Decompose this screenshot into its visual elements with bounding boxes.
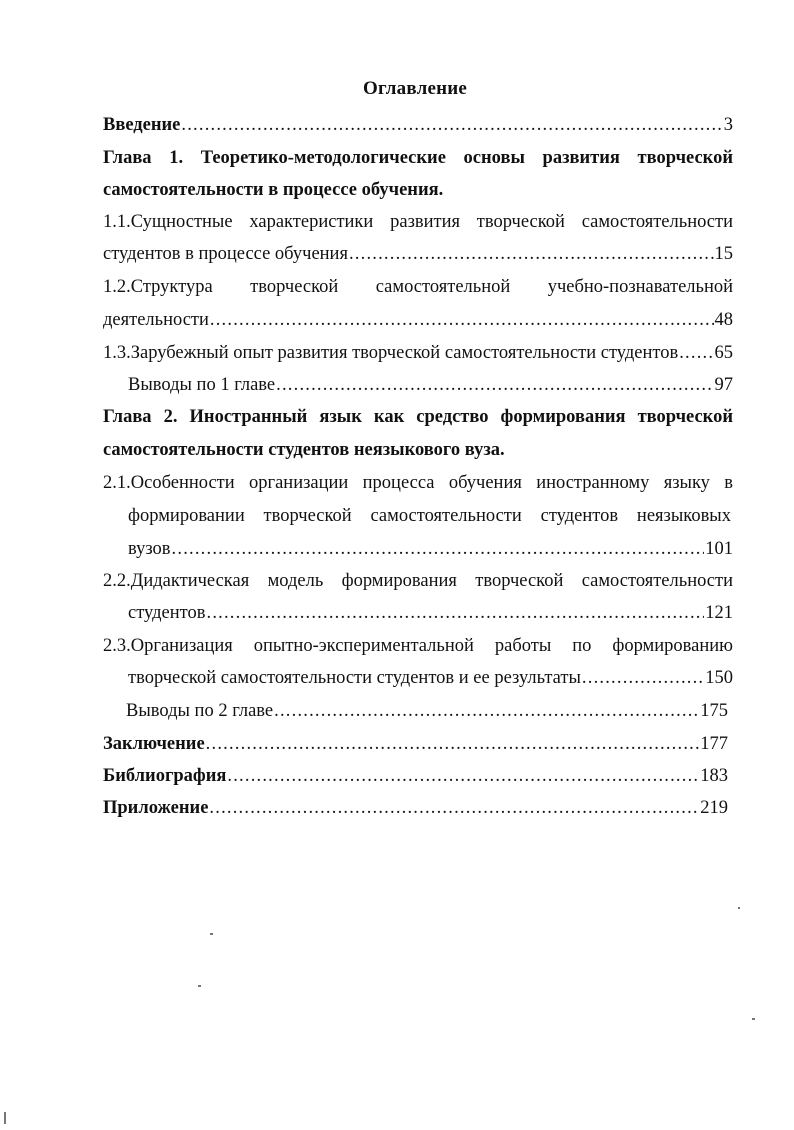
- toc-section-2-1-line-3: [128, 536, 733, 562]
- toc-chapter-1-line-2: самостоятельности в процессе обучения.: [103, 180, 444, 200]
- toc-section-1-2-line-2: [103, 307, 733, 333]
- scan-speck: [4, 1112, 6, 1124]
- toc-page-number: 219: [700, 798, 728, 818]
- toc-entry-label: студентов в процессе обучения: [103, 244, 348, 264]
- toc-entry-label: 1.3.Зарубежный опыт развития творческой самостоятельности студентов: [103, 343, 679, 363]
- dot-leader: [349, 241, 714, 267]
- toc-section-2-2-line-1: 2.2.Дидактическая модель формирования творческой самостоятельности: [103, 571, 733, 591]
- toc-entry-label: деятельности: [103, 310, 209, 330]
- dot-leader: [210, 307, 714, 333]
- toc-page-number: 175: [700, 701, 728, 721]
- toc-page-number: 3: [723, 115, 733, 135]
- toc-section-1-2-line-1: 1.2.Структура творческой самостоятельной учебно-познавательной: [103, 277, 733, 297]
- toc-entry-label: Заключение: [103, 734, 205, 754]
- scan-speck: [198, 985, 201, 987]
- toc-page-number: 48: [714, 310, 733, 330]
- dot-leader: [276, 372, 713, 398]
- dot-leader: [227, 763, 699, 789]
- toc-section-1-1-line-2: [103, 241, 733, 267]
- dot-leader: [582, 665, 704, 691]
- toc-entry-label: студентов: [128, 603, 206, 623]
- dot-leader: [679, 340, 713, 366]
- toc-entry-label: Библиография: [103, 766, 227, 786]
- toc-section-1-1-line-1: 1.1.Сущностные характеристики развития творческой самостоятельности: [103, 212, 733, 232]
- toc-entry-appendix: [103, 795, 728, 821]
- toc-page-number: 150: [705, 668, 733, 688]
- toc-page-number: 121: [705, 603, 733, 623]
- toc-chapter-2-line-2: самостоятельности студентов неязыкового вуза.: [103, 440, 505, 460]
- toc-entry-label: Выводы по 2 главе: [126, 701, 274, 721]
- toc-section-2-3-line-2: [128, 665, 733, 691]
- toc-entry-label: Приложение: [103, 798, 209, 818]
- toc-conclusions-2: [126, 698, 728, 724]
- toc-page-number: 97: [714, 375, 733, 395]
- toc-section-1-3: [103, 340, 733, 366]
- toc-entry-label: творческой самостоятельности студентов и ее результаты: [128, 668, 581, 688]
- toc-entry-bibliography: [103, 763, 728, 789]
- toc-entry-intro: [103, 112, 733, 138]
- toc-page-number: 183: [700, 766, 728, 786]
- toc-conclusions-1: [128, 372, 733, 398]
- toc-entry-conclusion: [103, 731, 728, 757]
- scan-speck: [210, 933, 213, 935]
- dot-leader: [206, 731, 700, 757]
- scan-speck: [738, 907, 740, 909]
- toc-section-2-1-line-1: 2.1.Особенности организации процесса обучения иностранному языку в: [103, 473, 733, 493]
- toc-page-number: 177: [700, 734, 728, 754]
- toc-title: Оглавление: [362, 78, 468, 99]
- toc-chapter-2-line-1: Глава 2. Иностранный язык как средство формирования творческой: [103, 407, 733, 427]
- toc-entry-label: Выводы по 1 главе: [128, 375, 276, 395]
- dot-leader: [181, 112, 722, 138]
- dot-leader: [172, 536, 705, 562]
- toc-entry-label: вузов: [128, 539, 171, 559]
- toc-page-number: 65: [714, 343, 733, 363]
- dot-leader: [207, 600, 705, 626]
- toc-page-number: 101: [705, 539, 733, 559]
- dot-leader: [209, 795, 699, 821]
- toc-chapter-1-line-1: Глава 1. Теоретико-методологические основы развития творческой: [103, 148, 733, 168]
- toc-page-number: 15: [714, 244, 733, 264]
- toc-section-2-3-line-1: 2.3.Организация опытно-экспериментальной работы по формированию: [103, 636, 733, 656]
- toc-section-2-1-line-2: формировании творческой самостоятельности студентов неязыковых: [128, 506, 731, 526]
- scan-speck: [752, 1018, 755, 1020]
- toc-section-2-2-line-2: [128, 600, 733, 626]
- dot-leader: [274, 698, 699, 724]
- toc-entry-label: Введение: [103, 115, 181, 135]
